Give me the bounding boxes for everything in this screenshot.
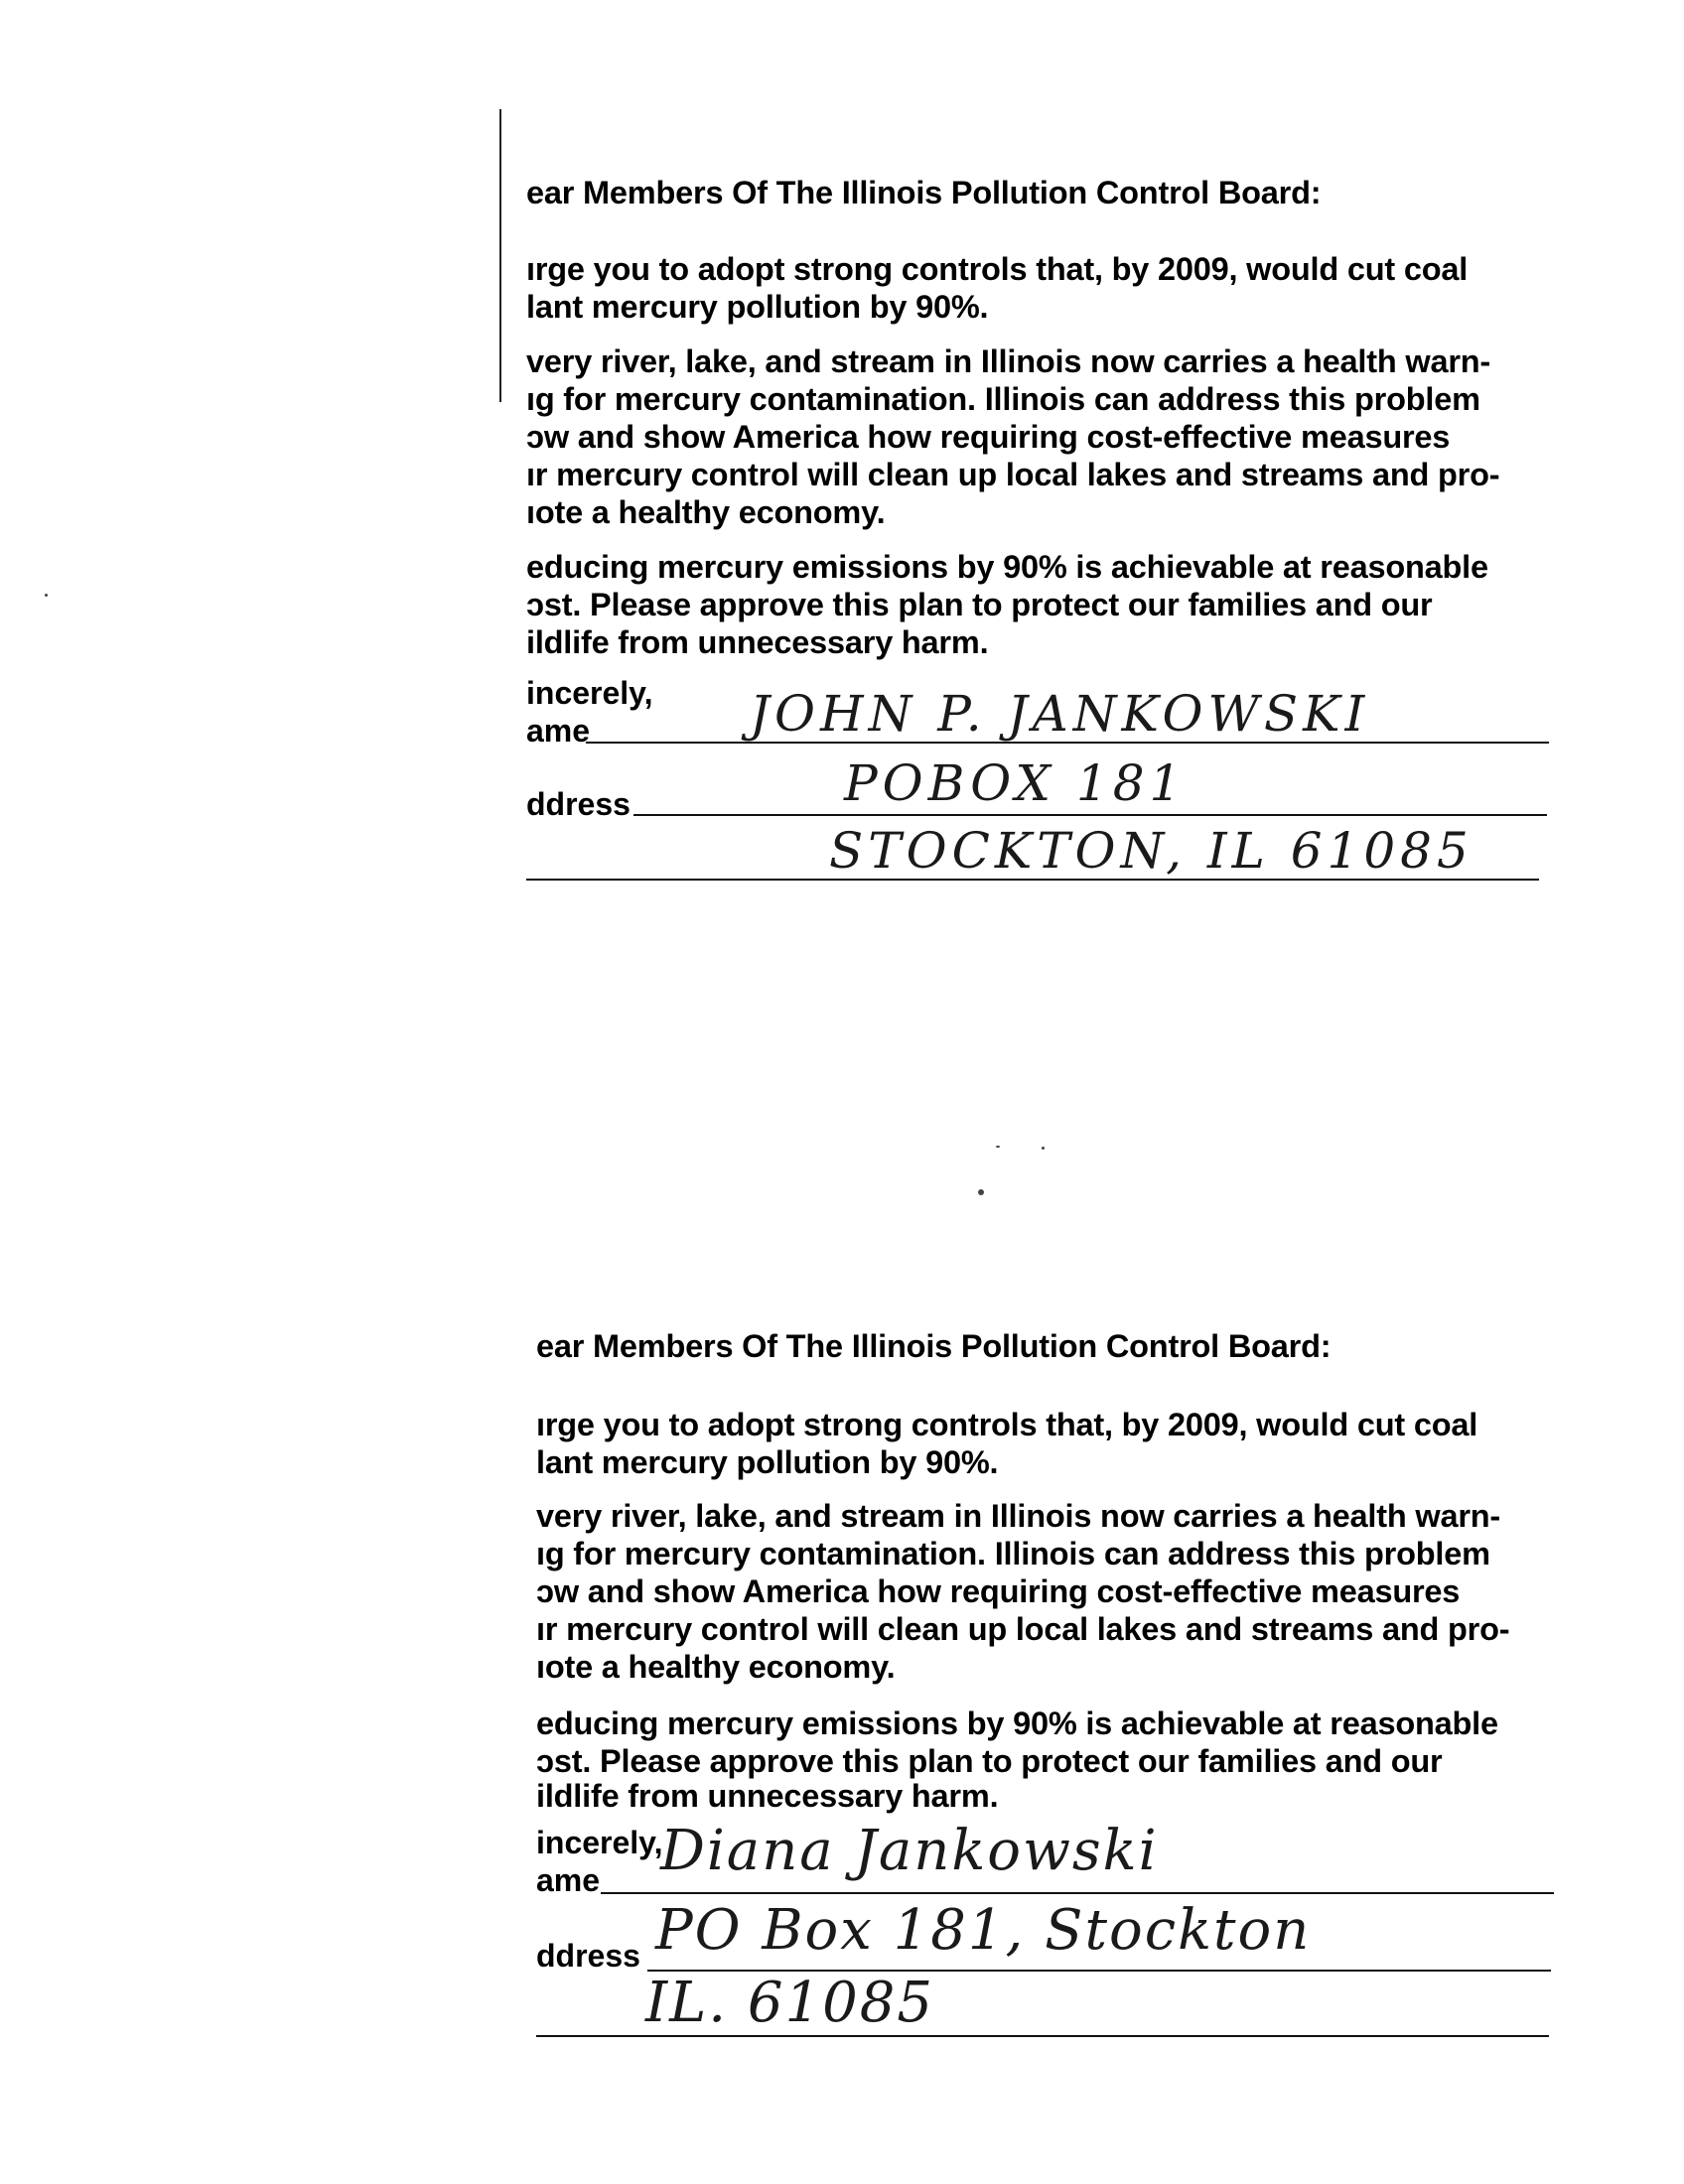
name-label: ame [536,1862,601,1898]
address-line-2 [536,2035,1549,2037]
handwritten-name: Diana Jankowski [660,1819,1159,1883]
handwritten-address-line-2: STOCKTON, IL 61085 [829,822,1474,880]
name-line [601,1892,1554,1894]
scan-speck [1042,1147,1045,1150]
address-line-1 [633,814,1547,816]
paragraph-2-line-4: ır mercury control will clean up local lakes and streams and pro- [536,1611,1510,1647]
paragraph-2-line-2: ıg for mercury contamination. Illinois can address this problem [526,381,1480,417]
paragraph-3-line-3: ildlife from unnecessary harm. [536,1778,999,1814]
handwritten-address-line-1: POBOX 181 [844,754,1187,812]
paragraph-2-line-1: very river, lake, and stream in Illinois now carries a health warn- [526,343,1491,379]
paragraph-2-line-4: ır mercury control will clean up local lakes and streams and pro- [526,457,1500,492]
paragraph-2-line-3: ɔw and show America how requiring cost-effective measures [526,419,1451,455]
paragraph-2-line-2: ıg for mercury contamination. Illinois can address this problem [536,1536,1490,1571]
paragraph-3-line-1: educing mercury emissions by 90% is achievable at reasonable [526,549,1488,585]
salutation: ear Members Of The Illinois Pollution Control Board: [536,1328,1332,1364]
handwritten-address-line-2: IL. 61085 [645,1971,935,2035]
scan-speck [996,1146,1000,1148]
margin-line [499,109,501,402]
closing: incerely, [526,675,653,711]
address-label: ddress [536,1938,640,1974]
address-label: ddress [526,786,631,822]
paragraph-3-line-2: ɔst. Please approve this plan to protect our families and our [526,587,1433,622]
name-label: ame [526,713,591,749]
paragraph-2-line-5: ıote a healthy economy. [526,494,886,530]
paragraph-1-line-1: ırge you to adopt strong controls that, by 2009, would cut coal [536,1407,1478,1442]
handwritten-name: JOHN P. JANKOWSKI [750,685,1370,743]
paragraph-3-line-1: educing mercury emissions by 90% is achievable at reasonable [536,1706,1498,1741]
paragraph-1-line-2: lant mercury pollution by 90%. [526,289,989,325]
scan-speck [978,1189,984,1195]
paragraph-2-line-1: very river, lake, and stream in Illinois now carries a health warn- [536,1498,1501,1534]
paragraph-3-line-3: ildlife from unnecessary harm. [526,624,989,660]
paragraph-2-line-5: ıote a healthy economy. [536,1649,896,1685]
scan-speck [45,594,48,597]
paragraph-2-line-3: ɔw and show America how requiring cost-effective measures [536,1573,1461,1609]
paragraph-1-line-1: ırge you to adopt strong controls that, by 2009, would cut coal [526,251,1469,287]
salutation: ear Members Of The Illinois Pollution Control Board: [526,175,1322,210]
closing: incerely, [536,1825,663,1860]
paragraph-3-line-2: ɔst. Please approve this plan to protect our families and our [536,1743,1443,1779]
handwritten-address-line-1: PO Box 181, Stockton [655,1898,1312,1963]
paragraph-1-line-2: lant mercury pollution by 90%. [536,1444,999,1480]
